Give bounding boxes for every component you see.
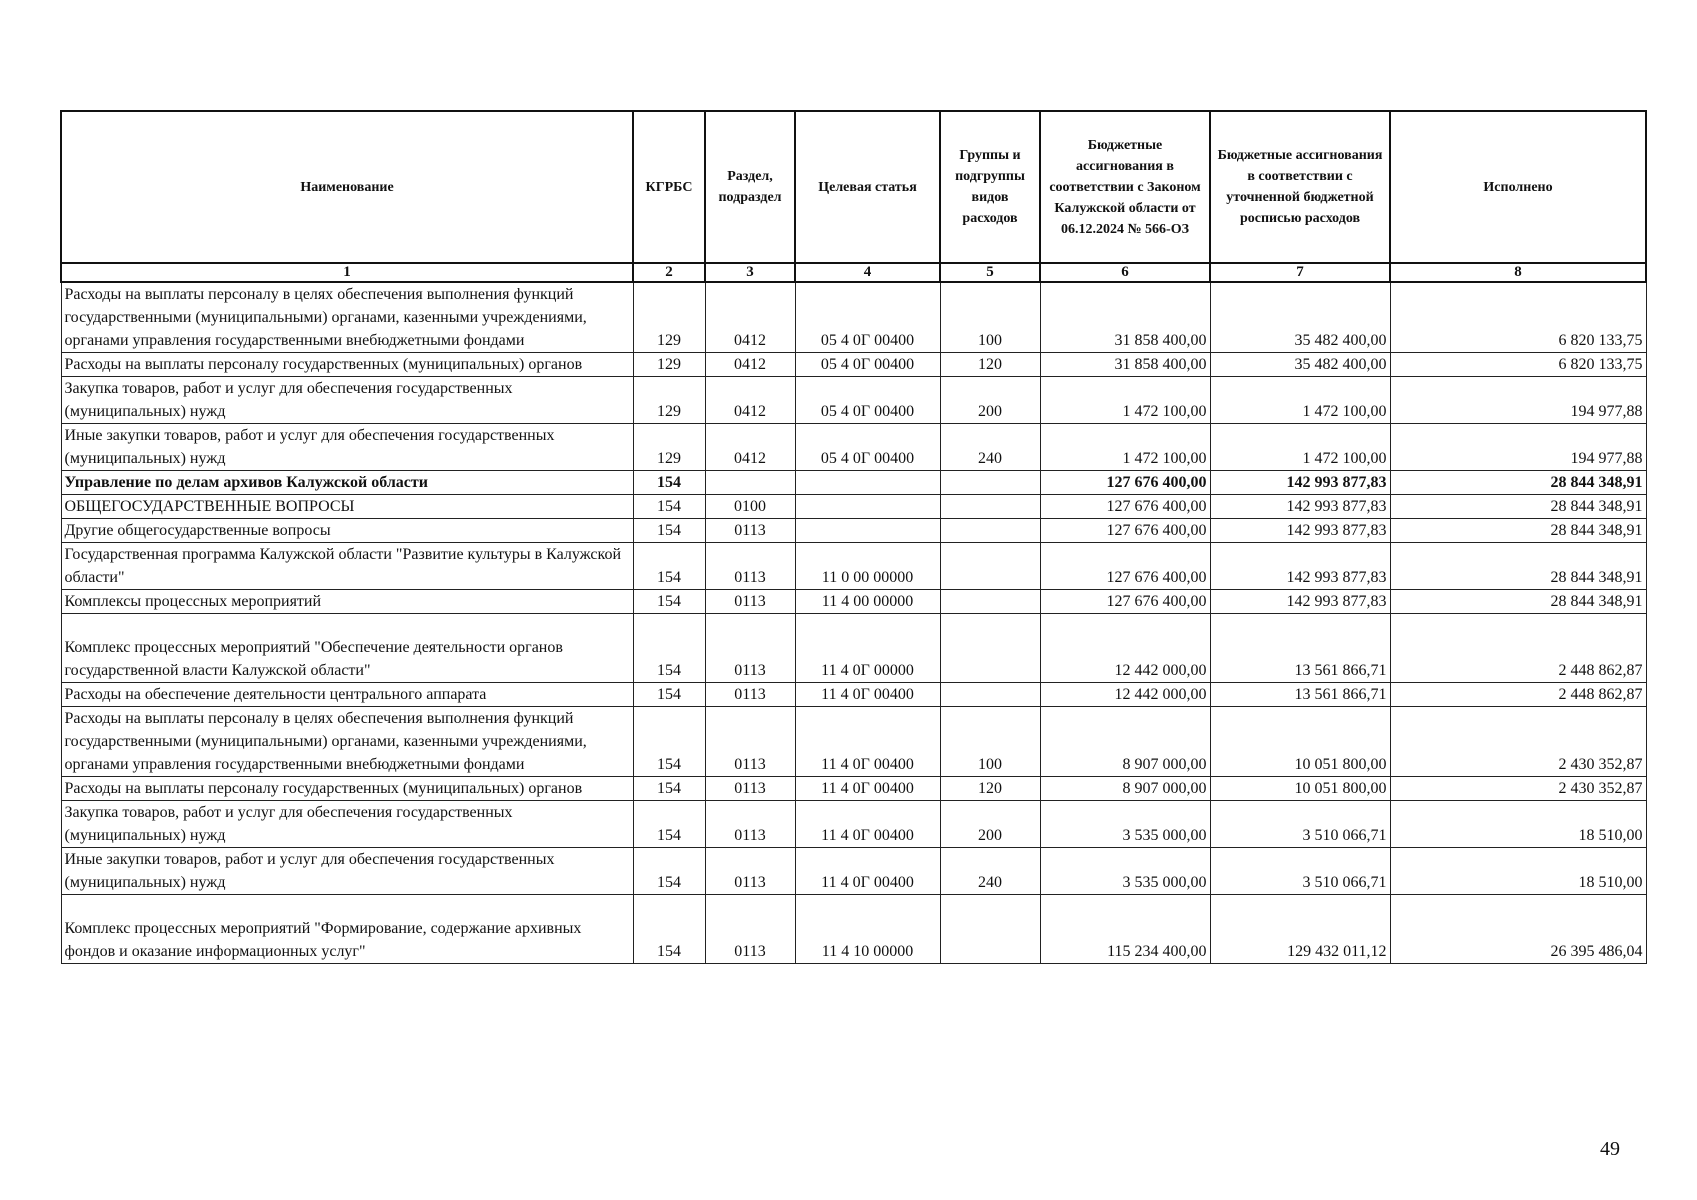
row-name: Расходы на выплаты персоналу в целях обеспечения выполнения функций государственными (муниципальными) органами, казенными учреждениями, органами управления государственными внебюджетными фондами xyxy=(61,707,633,777)
row-law-allocation: 8 907 000,00 xyxy=(1040,707,1210,777)
row-kgrbs: 154 xyxy=(633,801,705,848)
row-kgrbs: 129 xyxy=(633,353,705,377)
row-section: 0113 xyxy=(705,777,795,801)
row-law-allocation: 12 442 000,00 xyxy=(1040,614,1210,683)
row-revised-allocation: 10 051 800,00 xyxy=(1210,707,1390,777)
table-row xyxy=(61,471,1646,495)
row-name: Иные закупки товаров, работ и услуг для обеспечения государственных (муниципальных) нужд xyxy=(61,424,633,471)
row-section: 0412 xyxy=(705,424,795,471)
row-law-allocation: 127 676 400,00 xyxy=(1040,519,1210,543)
header-section: Раздел, подраздел xyxy=(705,111,795,263)
row-target-article: 11 4 10 00000 xyxy=(795,895,940,964)
row-expense-group xyxy=(940,519,1040,543)
row-revised-allocation: 142 993 877,83 xyxy=(1210,590,1390,614)
row-name: Комплекс процессных мероприятий "Обеспечение деятельности органов государственной власти Калужской области" xyxy=(61,614,633,683)
row-section: 0113 xyxy=(705,801,795,848)
row-executed: 2 448 862,87 xyxy=(1390,614,1646,683)
row-kgrbs: 154 xyxy=(633,590,705,614)
row-name: Комплекс процессных мероприятий "Формирование, содержание архивных фондов и оказание информационных услуг" xyxy=(61,895,633,964)
row-executed: 18 510,00 xyxy=(1390,801,1646,848)
row-expense-group xyxy=(940,590,1040,614)
table-row xyxy=(61,683,1646,707)
row-kgrbs: 154 xyxy=(633,543,705,590)
row-section: 0113 xyxy=(705,683,795,707)
row-target-article xyxy=(795,495,940,519)
header-revised-allocation: Бюджетные ассигнования в соответствии с уточненной бюджетной росписью расходов xyxy=(1210,111,1390,263)
row-kgrbs: 154 xyxy=(633,519,705,543)
table-row xyxy=(61,801,1646,848)
row-revised-allocation: 142 993 877,83 xyxy=(1210,519,1390,543)
row-law-allocation: 8 907 000,00 xyxy=(1040,777,1210,801)
row-law-allocation: 31 858 400,00 xyxy=(1040,282,1210,353)
row-kgrbs: 154 xyxy=(633,848,705,895)
row-name: ОБЩЕГОСУДАРСТВЕННЫЕ ВОПРОСЫ xyxy=(61,495,633,519)
row-law-allocation: 127 676 400,00 xyxy=(1040,495,1210,519)
header-expense-group: Группы и подгруппы видов расходов xyxy=(940,111,1040,263)
row-name: Комплексы процессных мероприятий xyxy=(61,590,633,614)
row-name: Расходы на выплаты персоналу государственных (муниципальных) органов xyxy=(61,777,633,801)
row-executed: 6 820 133,75 xyxy=(1390,282,1646,353)
row-expense-group: 120 xyxy=(940,777,1040,801)
row-executed: 18 510,00 xyxy=(1390,848,1646,895)
row-executed: 194 977,88 xyxy=(1390,424,1646,471)
row-law-allocation: 31 858 400,00 xyxy=(1040,353,1210,377)
row-executed: 26 395 486,04 xyxy=(1390,895,1646,964)
row-revised-allocation: 10 051 800,00 xyxy=(1210,777,1390,801)
column-number: 3 xyxy=(705,263,795,282)
row-revised-allocation: 129 432 011,12 xyxy=(1210,895,1390,964)
table-body xyxy=(61,282,1646,964)
row-target-article: 11 4 0Г 00400 xyxy=(795,801,940,848)
row-target-article xyxy=(795,519,940,543)
row-target-article: 05 4 0Г 00400 xyxy=(795,353,940,377)
row-section: 0113 xyxy=(705,543,795,590)
row-law-allocation: 127 676 400,00 xyxy=(1040,471,1210,495)
row-kgrbs: 129 xyxy=(633,424,705,471)
table-row xyxy=(61,848,1646,895)
header-target-article: Целевая статья xyxy=(795,111,940,263)
row-expense-group: 120 xyxy=(940,353,1040,377)
row-target-article: 05 4 0Г 00400 xyxy=(795,377,940,424)
column-number: 5 xyxy=(940,263,1040,282)
table-row xyxy=(61,282,1646,353)
row-revised-allocation: 13 561 866,71 xyxy=(1210,683,1390,707)
row-name: Расходы на обеспечение деятельности центрального аппарата xyxy=(61,683,633,707)
row-expense-group: 240 xyxy=(940,848,1040,895)
row-law-allocation: 3 535 000,00 xyxy=(1040,801,1210,848)
row-executed: 28 844 348,91 xyxy=(1390,495,1646,519)
row-section: 0113 xyxy=(705,519,795,543)
table-row xyxy=(61,377,1646,424)
row-expense-group: 100 xyxy=(940,707,1040,777)
row-law-allocation: 12 442 000,00 xyxy=(1040,683,1210,707)
row-target-article xyxy=(795,471,940,495)
table-row xyxy=(61,590,1646,614)
row-target-article: 11 4 0Г 00400 xyxy=(795,707,940,777)
table-row xyxy=(61,895,1646,964)
table-row xyxy=(61,614,1646,683)
row-kgrbs: 154 xyxy=(633,895,705,964)
row-name: Управление по делам архивов Калужской области xyxy=(61,471,633,495)
table-row xyxy=(61,707,1646,777)
column-number: 4 xyxy=(795,263,940,282)
row-name: Закупка товаров, работ и услуг для обеспечения государственных (муниципальных) нужд xyxy=(61,801,633,848)
row-kgrbs: 154 xyxy=(633,683,705,707)
row-revised-allocation: 3 510 066,71 xyxy=(1210,801,1390,848)
row-name: Закупка товаров, работ и услуг для обеспечения государственных (муниципальных) нужд xyxy=(61,377,633,424)
row-section: 0412 xyxy=(705,282,795,353)
row-revised-allocation: 142 993 877,83 xyxy=(1210,543,1390,590)
header-executed: Исполнено xyxy=(1390,111,1646,263)
row-section: 0113 xyxy=(705,707,795,777)
table-row xyxy=(61,353,1646,377)
row-law-allocation: 127 676 400,00 xyxy=(1040,590,1210,614)
row-expense-group: 200 xyxy=(940,377,1040,424)
row-revised-allocation: 35 482 400,00 xyxy=(1210,353,1390,377)
row-executed: 28 844 348,91 xyxy=(1390,590,1646,614)
row-revised-allocation: 13 561 866,71 xyxy=(1210,614,1390,683)
row-name: Другие общегосударственные вопросы xyxy=(61,519,633,543)
row-revised-allocation: 142 993 877,83 xyxy=(1210,471,1390,495)
row-executed: 2 448 862,87 xyxy=(1390,683,1646,707)
row-kgrbs: 154 xyxy=(633,495,705,519)
row-name: Иные закупки товаров, работ и услуг для обеспечения государственных (муниципальных) нужд xyxy=(61,848,633,895)
budget-table xyxy=(60,110,1647,964)
row-expense-group xyxy=(940,495,1040,519)
row-kgrbs: 154 xyxy=(633,614,705,683)
row-section: 0412 xyxy=(705,353,795,377)
row-target-article: 11 0 00 00000 xyxy=(795,543,940,590)
row-law-allocation: 115 234 400,00 xyxy=(1040,895,1210,964)
row-section: 0113 xyxy=(705,895,795,964)
header-name: Наименование xyxy=(61,111,633,263)
row-kgrbs: 154 xyxy=(633,471,705,495)
header-row xyxy=(61,111,1646,263)
row-expense-group xyxy=(940,543,1040,590)
row-name: Расходы на выплаты персоналу в целях обеспечения выполнения функций государственными (муниципальными) органами, казенными учреждениями, органами управления государственными внебюджетными фондами xyxy=(61,282,633,353)
column-number-row xyxy=(61,263,1646,282)
table-row xyxy=(61,424,1646,471)
row-section: 0113 xyxy=(705,848,795,895)
row-revised-allocation: 3 510 066,71 xyxy=(1210,848,1390,895)
row-executed: 2 430 352,87 xyxy=(1390,707,1646,777)
table-row xyxy=(61,543,1646,590)
header-law-allocation: Бюджетные ассигнования в соответствии с Законом Калужской области от 06.12.2024 № 566-ОЗ xyxy=(1040,111,1210,263)
row-expense-group xyxy=(940,471,1040,495)
row-revised-allocation: 142 993 877,83 xyxy=(1210,495,1390,519)
column-number: 2 xyxy=(633,263,705,282)
row-executed: 6 820 133,75 xyxy=(1390,353,1646,377)
row-target-article: 05 4 0Г 00400 xyxy=(795,424,940,471)
row-executed: 2 430 352,87 xyxy=(1390,777,1646,801)
row-name: Расходы на выплаты персоналу государственных (муниципальных) органов xyxy=(61,353,633,377)
row-target-article: 11 4 0Г 00400 xyxy=(795,683,940,707)
column-number: 7 xyxy=(1210,263,1390,282)
row-target-article: 11 4 0Г 00400 xyxy=(795,777,940,801)
budget-report-sheet xyxy=(60,110,1645,964)
column-number: 8 xyxy=(1390,263,1646,282)
row-kgrbs: 129 xyxy=(633,282,705,353)
row-law-allocation: 1 472 100,00 xyxy=(1040,424,1210,471)
row-executed: 28 844 348,91 xyxy=(1390,543,1646,590)
table-row xyxy=(61,777,1646,801)
row-law-allocation: 1 472 100,00 xyxy=(1040,377,1210,424)
row-expense-group xyxy=(940,895,1040,964)
row-kgrbs: 154 xyxy=(633,777,705,801)
row-executed: 28 844 348,91 xyxy=(1390,471,1646,495)
row-law-allocation: 127 676 400,00 xyxy=(1040,543,1210,590)
row-expense-group xyxy=(940,614,1040,683)
row-target-article: 11 4 00 00000 xyxy=(795,590,940,614)
row-law-allocation: 3 535 000,00 xyxy=(1040,848,1210,895)
row-section: 0113 xyxy=(705,614,795,683)
row-section: 0412 xyxy=(705,377,795,424)
row-section xyxy=(705,471,795,495)
row-section: 0113 xyxy=(705,590,795,614)
row-revised-allocation: 1 472 100,00 xyxy=(1210,377,1390,424)
row-expense-group: 100 xyxy=(940,282,1040,353)
row-revised-allocation: 35 482 400,00 xyxy=(1210,282,1390,353)
row-target-article: 11 4 0Г 00400 xyxy=(795,848,940,895)
row-name: Государственная программа Калужской области "Развитие культуры в Калужской области" xyxy=(61,543,633,590)
header-kgrbs: КГРБС xyxy=(633,111,705,263)
row-expense-group: 240 xyxy=(940,424,1040,471)
table-row xyxy=(61,495,1646,519)
row-expense-group: 200 xyxy=(940,801,1040,848)
column-number: 6 xyxy=(1040,263,1210,282)
row-executed: 28 844 348,91 xyxy=(1390,519,1646,543)
row-expense-group xyxy=(940,683,1040,707)
column-number: 1 xyxy=(61,263,633,282)
row-kgrbs: 154 xyxy=(633,707,705,777)
row-kgrbs: 129 xyxy=(633,377,705,424)
page-number: 49 xyxy=(1600,1138,1620,1160)
row-target-article: 05 4 0Г 00400 xyxy=(795,282,940,353)
table-row xyxy=(61,519,1646,543)
row-section: 0100 xyxy=(705,495,795,519)
row-executed: 194 977,88 xyxy=(1390,377,1646,424)
row-target-article: 11 4 0Г 00000 xyxy=(795,614,940,683)
row-revised-allocation: 1 472 100,00 xyxy=(1210,424,1390,471)
